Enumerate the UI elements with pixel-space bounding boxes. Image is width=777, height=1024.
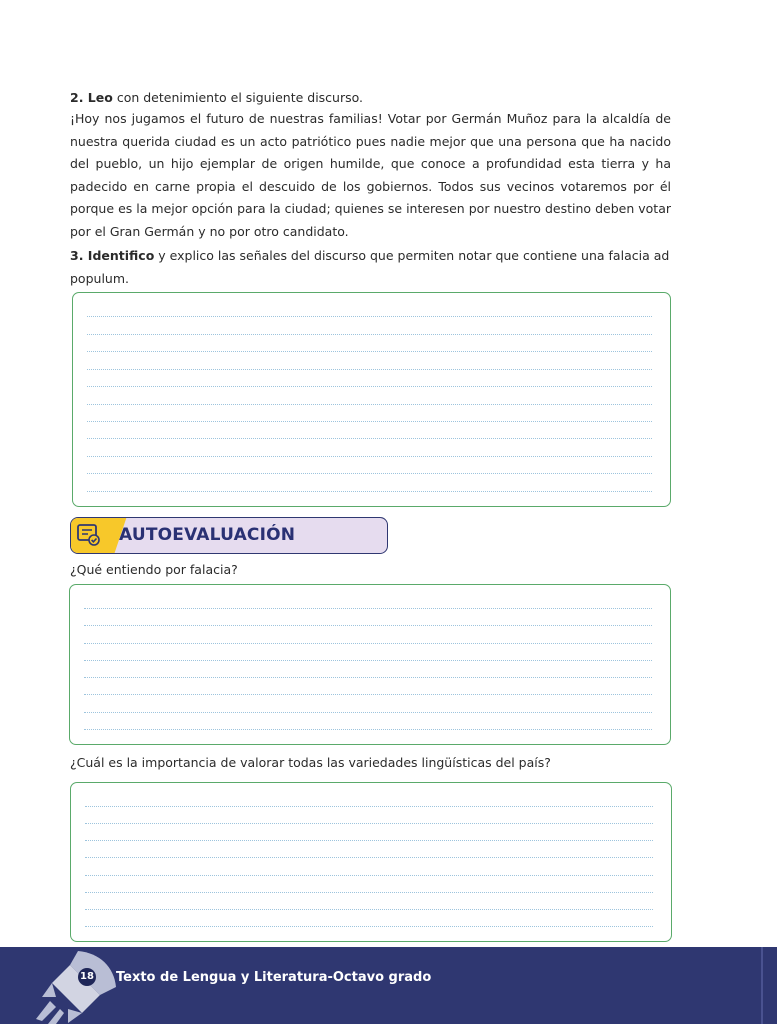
writing-line [85,857,653,858]
writing-line [87,473,652,474]
writing-line [84,729,652,730]
writing-line [87,404,652,405]
writing-line [84,694,652,695]
autoevaluacion-banner [70,517,388,554]
writing-line [85,909,653,910]
speech-paragraph: ¡Hoy nos jugamos el futuro de nuestras familias! Votar por Germán Muñoz para la alcaldía de nuestra querida ciudad es un acto patriótico pues nadie mejor que una persona que ha nacido del pueblo, un hijo ejemplar de origen humilde, que conoce a profundidad esta tierra y ha padecido en carne propia el descuido de los gobiernos. Todos sus vecinos votaremos por él porque es la mejor opción para la ciudad; quienes se interesen por nuestro destino deben votar por el Gran Germán y no por otro candidato. [70,111,671,239]
answer-box-self-eval-1[interactable] [69,584,671,745]
writing-line [84,643,652,644]
rocket-icon [30,947,120,1024]
writing-line [85,840,653,841]
writing-line [84,608,652,609]
writing-line [87,316,652,317]
writing-line [87,351,652,352]
writing-line [85,926,653,927]
self-eval-question-2: ¿Cuál es la importancia de valorar todas las variedades lingüísticas del país? [70,755,551,770]
footer-edge-strip [761,947,763,1024]
checklist-icon [75,521,101,547]
writing-line [87,491,652,492]
page-footer [0,947,777,1024]
question-3-label: 3. Identifico [70,248,155,263]
writing-line [84,677,652,678]
self-eval-question-1: ¿Qué entiendo por falacia? [70,562,238,577]
writing-line [85,823,653,824]
writing-line [85,875,653,876]
footer-title: Texto de Lengua y Literatura-Octavo grado [116,970,432,985]
writing-line [85,806,653,807]
question-2-heading [70,90,363,105]
answer-box-question-3[interactable] [72,292,671,507]
page-number: 18 [78,968,96,986]
writing-line [87,438,652,439]
writing-line [87,421,652,422]
writing-line [87,369,652,370]
writing-line [87,386,652,387]
writing-line [87,456,652,457]
writing-line [84,660,652,661]
writing-line [84,712,652,713]
question-2-label: 2. Leo [70,90,113,105]
autoevaluacion-title: AUTOEVALUACIÓN [119,525,296,545]
question-3-text: y explico las señales del discurso que permiten notar que contiene una falacia ad populum. [70,248,670,286]
writing-line [85,892,653,893]
answer-box-self-eval-2[interactable] [70,782,672,942]
writing-line [84,625,652,626]
writing-line [87,334,652,335]
question-3-heading [70,244,671,290]
question-2-text: con detenimiento el siguiente discurso. [112,90,364,105]
